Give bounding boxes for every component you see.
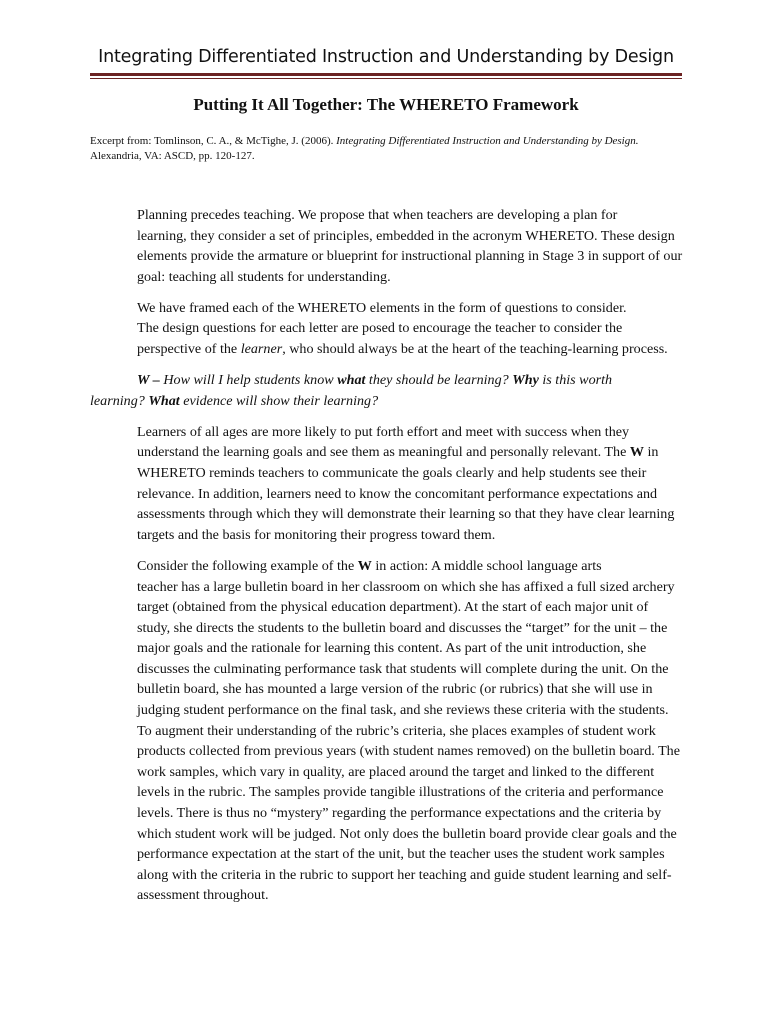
text-fragment: evidence will show their learning? bbox=[179, 392, 379, 409]
text-line: We have framed each of the WHERETO elements in the form of questions to consider. bbox=[137, 299, 627, 316]
article-title: Putting It All Together: The WHERETO Framework bbox=[193, 95, 579, 114]
text-fragment: is this worth bbox=[538, 372, 613, 389]
emphasis-what: what bbox=[337, 372, 366, 389]
text-fragment: understand the learning goals and see them as meaningful and personally relevant. The bbox=[137, 444, 630, 461]
header-rule-thin bbox=[90, 78, 682, 79]
text-fragment: Consider the following example of the bbox=[137, 557, 358, 574]
text-line bbox=[43, 391, 682, 412]
text-line: study, she directs the students to the bulletin board and discusses the “target” for the unit – the bbox=[137, 619, 668, 636]
text-line: teacher has a large bulletin board in her classroom on which she has affixed a full sized archery bbox=[137, 578, 675, 595]
text-line: levels in the rubric. The samples provide tangible illustrations of the criteria and performance bbox=[137, 784, 664, 801]
paragraph-example bbox=[90, 556, 682, 906]
body-text bbox=[90, 205, 682, 917]
text-line: goal: teaching all students for understanding. bbox=[137, 268, 391, 285]
text-fragment: perspective of the bbox=[137, 341, 241, 358]
text-fragment: learning? bbox=[90, 392, 149, 409]
w-letter: W bbox=[357, 557, 372, 574]
emphasis-learner: learner bbox=[240, 341, 283, 358]
w-question bbox=[90, 370, 682, 411]
text-line: bulletin board, she has mounted a large version of the rubric (or rubrics) that she will use in bbox=[137, 681, 653, 698]
text-line: To augment their understanding of the rubric’s criteria, she places examples of student work bbox=[137, 722, 656, 739]
text-line: relevance. In addition, learners need to know the concomitant performance expectations and bbox=[137, 485, 658, 502]
text-line: assessment throughout. bbox=[137, 887, 269, 904]
text-line: elements provide the armature or blueprint for instructional planning in Stage 3 in support of our bbox=[137, 248, 683, 265]
text-fragment: , who should always be at the heart of the teaching-learning process. bbox=[282, 341, 668, 358]
paragraph-learners bbox=[90, 422, 682, 546]
w-letter: W – bbox=[137, 372, 160, 389]
text-line: discusses the culminating performance task that students will complete during the unit. On the bbox=[137, 660, 669, 677]
text-line: The design questions for each letter are posed to encourage the teacher to consider the bbox=[137, 320, 623, 337]
text-line: Planning precedes teaching. We propose that when teachers are developing a plan for bbox=[137, 207, 618, 223]
text-line: WHERETO reminds teachers to communicate the goals clearly and help students see their bbox=[137, 465, 647, 482]
text-line: along with the criteria in the rubric to support her teaching and guide student learning and self- bbox=[137, 866, 672, 883]
text-line: target (obtained from the physical education department). At the start of each major unit of bbox=[137, 599, 649, 616]
text-line: targets and the basis for monitoring their progress toward them. bbox=[137, 526, 496, 543]
text-line bbox=[137, 558, 602, 574]
paragraph-planning bbox=[90, 205, 682, 287]
citation-book-title: Integrating Differentiated Instruction and Understanding by Design. bbox=[336, 135, 639, 147]
text-line bbox=[90, 442, 682, 463]
text-fragment: in action: A middle school language arts bbox=[371, 557, 602, 574]
citation-prefix: Excerpt from: Tomlinson, C. A., & McTighe, J. (2006). bbox=[90, 135, 337, 147]
text-fragment: How will I help students know bbox=[159, 372, 338, 389]
text-line: products collected from previous years (with student names removed) on the bulletin board. The bbox=[137, 743, 680, 760]
text-fragment: they should be learning? bbox=[365, 372, 513, 389]
emphasis-why: Why bbox=[512, 372, 539, 389]
emphasis-what: What bbox=[148, 392, 180, 409]
text-fragment: in bbox=[643, 444, 659, 461]
text-line: performance expectation at the start of the unit, but the teacher uses the student work samples bbox=[137, 846, 665, 863]
text-line: Learners of all ages are more likely to put forth effort and meet with success when they bbox=[137, 423, 630, 440]
text-line bbox=[137, 372, 612, 388]
text-line: assessments through which they will demonstrate their learning so that they have clear learning bbox=[137, 506, 675, 523]
header-rule bbox=[90, 73, 682, 76]
paragraph-framing bbox=[90, 298, 682, 360]
citation bbox=[90, 134, 690, 163]
w-letter: W bbox=[629, 444, 644, 461]
citation-publisher: Alexandria, VA: ASCD, pp. 120-127. bbox=[90, 149, 255, 162]
text-line bbox=[90, 339, 682, 360]
text-line: major goals and the rationale for learning this content. As part of the unit introduction, she bbox=[137, 640, 647, 657]
running-header: Integrating Differentiated Instruction and Understanding by Design bbox=[98, 47, 674, 67]
text-line: levels. There is thus no “mystery” regarding the performance expectations and the criteria by bbox=[137, 805, 662, 822]
text-line: work samples, which vary in quality, are placed around the target and linked to the different bbox=[137, 763, 655, 780]
text-line: judging student performance on the final task, and she reviews these criteria with the students. bbox=[137, 702, 669, 719]
text-line: learning, they consider a set of principles, embedded in the acronym WHERETO. These design bbox=[137, 227, 675, 244]
text-line: which student work will be judged. Not only does the bulletin board provide clear goals and the bbox=[137, 825, 677, 842]
